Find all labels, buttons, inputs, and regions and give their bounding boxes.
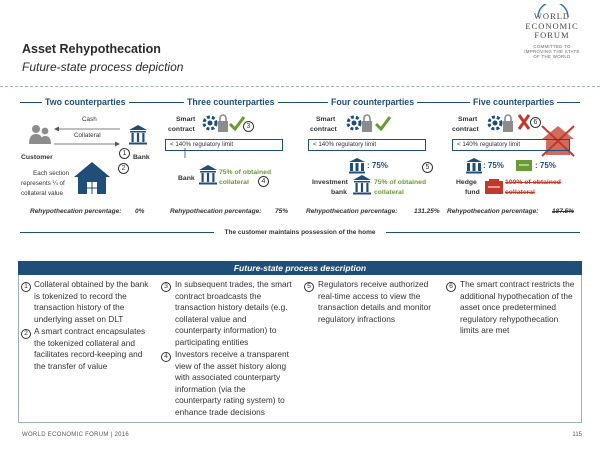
fund-icon: [515, 158, 533, 172]
hedge-fund-icon: [484, 178, 504, 196]
bank-building-3-icon: [348, 157, 366, 175]
logo-line2: ECONOMIC: [525, 20, 579, 31]
pct-label-four: Rehypothecation percentage:: [306, 208, 398, 215]
hedge-label: Hedge: [456, 179, 477, 186]
header-divider: [0, 86, 600, 87]
investment-bank-label: bank: [331, 189, 347, 196]
desc-step-3-marker: 3: [161, 282, 171, 292]
obtained-collateral-2-line2: collateral: [219, 179, 249, 186]
gear-4-icon: [485, 112, 515, 134]
pct-label-three: Rehypothecation percentage:: [170, 208, 262, 215]
column-heading-two: Two counterparties: [42, 97, 129, 107]
bank-building-4-icon: [465, 157, 483, 175]
logo-tagline2: IMPROVING THE STATE: [524, 48, 580, 54]
page-number: 115: [572, 432, 582, 438]
logo-line3: FORUM: [534, 30, 570, 40]
column-heading-three: Three counterparties: [184, 97, 278, 107]
cash-label: Cash: [82, 116, 97, 123]
bank-building-icon: [128, 124, 148, 146]
checkmark-3-icon: [374, 114, 392, 132]
page-title: Asset Rehypothecation: [22, 42, 161, 56]
investment-label: Investment: [312, 179, 348, 186]
smart-contract-label-4: Smart: [458, 116, 478, 123]
gear-icon: [200, 112, 230, 134]
connector-arrow-2-icon: [180, 148, 190, 160]
pct-label-five: Rehypothecation percentage:: [447, 208, 539, 215]
obtained-collateral-2-line1: 75% of obtained: [219, 169, 272, 176]
desc-step-1-marker: 1: [21, 282, 31, 292]
page-subtitle: Future-state process depiction: [22, 60, 184, 74]
bank-building-3b-icon: [352, 174, 372, 196]
each-section-line2: represents ¼ of: [21, 180, 65, 187]
desc-item-1: Collateral obtained by the bank is tokenized to record the transaction history of the underlying asset on DLT: [34, 279, 149, 324]
ratio-3: : 75%: [367, 161, 388, 170]
desc-step-6-marker: 6: [446, 282, 456, 292]
collateral-label: Collateral: [74, 132, 101, 139]
customer-label: Customer: [21, 154, 53, 161]
pct-value-two: 0%: [135, 208, 145, 215]
ratio-4a: : 75%: [483, 161, 504, 170]
desc-item-5: Regulators receive authorized real-time access to view the transaction details and monitor regulatory infractions: [318, 279, 431, 324]
step-2-marker: 2: [118, 163, 129, 174]
contract-label-3: contract: [310, 126, 337, 133]
logo-tagline1: COMMITTED TO: [533, 43, 571, 49]
obtained-collateral-3-line2: collateral: [374, 189, 404, 196]
desc-item-4: Investors receive a transparent view of the asset history along with associated counterparty information (via the counterparty rating system) to enhance trade decisions: [175, 349, 289, 417]
description-heading: Future-state process description: [18, 261, 582, 275]
house-icon: [72, 160, 112, 196]
checkmark-icon: [228, 114, 246, 132]
smart-contract-label-2: Smart: [176, 116, 196, 123]
limit-box-3: < 140% regulatory limit: [308, 139, 426, 151]
bank-building-2-icon: [198, 164, 218, 186]
pct-value-three: 75%: [275, 208, 289, 215]
bank-label: Bank: [133, 154, 150, 161]
column-heading-four: Four counterparties: [328, 97, 417, 107]
logo-tagline3: OF THE WORLD: [533, 53, 571, 59]
desc-item-2: A smart contract encapsulates the tokenized collateral and facilitates record-keeping and the transfer of value: [34, 326, 146, 371]
step-6-marker: 6: [530, 117, 541, 128]
contract-label-2: contract: [168, 126, 195, 133]
step-3-marker: 3: [243, 121, 254, 132]
obtained-collateral-4-line1: 100% of obtained: [505, 179, 561, 186]
smart-contract-label-3: Smart: [316, 116, 336, 123]
each-section-line1: Each section: [33, 170, 70, 177]
column-heading-five: Five counterparties: [470, 97, 557, 107]
limit-box-4: < 140% regulatory limit: [452, 139, 570, 151]
wef-logo: [512, 6, 592, 59]
footer-source: WORLD ECONOMIC FORUM | 2016: [22, 432, 130, 438]
desc-step-2-marker: 2: [21, 329, 31, 339]
home-note: The customer maintains possession of the home: [224, 229, 376, 236]
pct-value-four: 131.25%: [414, 208, 440, 215]
each-section-line3: collateral value: [21, 190, 64, 197]
gear-3-icon: [344, 112, 374, 134]
pct-label-two: Rehypothecation percentage:: [30, 208, 122, 215]
hedge-fund-label: fund: [465, 189, 480, 196]
desc-item-6: The smart contract restricts the additional hypothecation of the asset once predetermined regulatory rehypothecation limits are met: [460, 279, 575, 336]
contract-label-4: contract: [452, 126, 479, 133]
step-4-marker: 4: [258, 176, 269, 187]
obtained-collateral-3-line1: 75% of obtained: [374, 179, 427, 186]
customer-icon: [28, 124, 52, 146]
step-1-marker: 1: [119, 148, 130, 159]
step-5-marker: 5: [422, 162, 433, 173]
collateral-arrow-icon: [54, 141, 124, 147]
pct-value-five: 187.5%: [552, 208, 575, 215]
logo-arc-icon: [536, 4, 570, 18]
logo-line1: WORLD: [533, 11, 571, 21]
desc-item-3: In subsequent trades, the smart contract broadcasts the transaction history details (e.g. collateral value and counterparty information) to participating entities: [175, 279, 292, 347]
bank-label-2: Bank: [178, 175, 195, 182]
desc-step-5-marker: 5: [304, 282, 314, 292]
limit-box-2: < 140% regulatory limit: [165, 139, 283, 151]
ratio-4b: : 75%: [535, 161, 556, 170]
obtained-collateral-4-line2: collateral: [505, 189, 535, 196]
desc-step-4-marker: 4: [161, 352, 171, 362]
